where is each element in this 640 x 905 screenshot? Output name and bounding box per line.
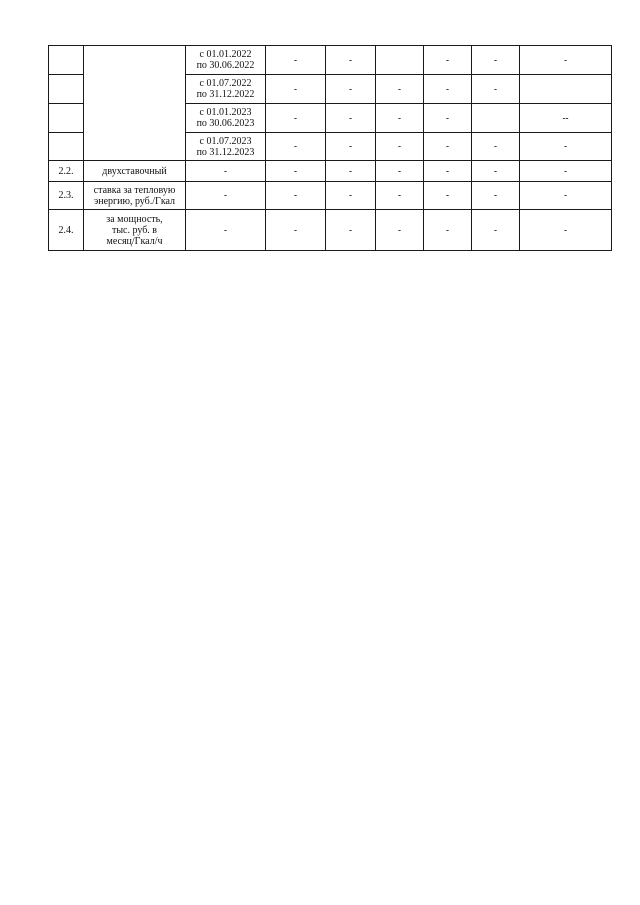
period-start: с 01.07.2022 — [199, 78, 252, 89]
row-label-cell — [84, 46, 186, 161]
value-cell: - — [472, 133, 520, 161]
value-cell: - — [472, 46, 520, 75]
value-cell: - — [266, 210, 326, 251]
row-number-cell: 2.2. — [49, 161, 84, 182]
value-cell: - — [326, 210, 376, 251]
label-line: тыс. руб. в — [111, 224, 158, 236]
value-cell: - — [266, 75, 326, 104]
period-end: по 30.06.2023 — [196, 118, 255, 129]
table-row — [49, 46, 612, 75]
row-label-cell — [84, 182, 186, 210]
value-cell: - — [424, 133, 472, 161]
period-end: по 31.12.2022 — [196, 89, 255, 100]
value-cell — [472, 104, 520, 133]
value-cell: - — [424, 75, 472, 104]
value-cell: - — [424, 210, 472, 251]
value-cell: - — [326, 75, 376, 104]
label-line: энергию, руб./Гкал — [93, 195, 176, 207]
value-cell: - — [376, 161, 424, 182]
table-row — [49, 210, 612, 251]
value-cell: - — [376, 182, 424, 210]
value-cell: - — [424, 182, 472, 210]
value-cell: - — [326, 182, 376, 210]
period-cell — [186, 104, 266, 133]
value-cell: - — [472, 210, 520, 251]
period-end: по 30.06.2022 — [196, 60, 255, 71]
row-number-cell — [49, 133, 84, 161]
value-cell: - — [186, 182, 266, 210]
period-cell — [186, 75, 266, 104]
value-cell: - — [424, 46, 472, 75]
value-cell — [520, 75, 612, 104]
row-number-cell — [49, 104, 84, 133]
period-end: по 31.12.2023 — [196, 146, 255, 158]
value-cell: - — [266, 182, 326, 210]
value-cell: - — [376, 133, 424, 161]
period-cell — [186, 133, 266, 161]
value-cell: - — [186, 161, 266, 182]
label-line: ставка за тепловую — [93, 184, 176, 196]
value-cell: - — [266, 104, 326, 133]
table-row — [49, 161, 612, 182]
value-cell: - — [266, 46, 326, 75]
label-line: месяц/Гкал/ч — [106, 235, 163, 247]
table-row — [49, 182, 612, 210]
row-number-cell — [49, 75, 84, 104]
value-cell: - — [472, 182, 520, 210]
value-cell: - — [186, 210, 266, 251]
value-cell: - — [472, 161, 520, 182]
value-cell: - — [520, 46, 612, 75]
value-cell: - — [520, 161, 612, 182]
label-line: за мощность, — [106, 213, 163, 225]
period-start: с 01.01.2023 — [199, 107, 252, 118]
value-cell: - — [326, 161, 376, 182]
value-cell: - — [326, 104, 376, 133]
row-label-cell — [84, 210, 186, 251]
value-cell: - — [376, 75, 424, 104]
value-cell — [376, 46, 424, 75]
period-start: с 01.01.2022 — [199, 49, 252, 60]
value-cell: - — [266, 161, 326, 182]
value-cell: - — [520, 210, 612, 251]
tariff-table — [48, 45, 612, 251]
value-cell: - — [424, 104, 472, 133]
value-cell: - — [520, 182, 612, 210]
value-cell: - — [376, 210, 424, 251]
row-number-cell: 2.4. — [49, 210, 84, 251]
value-cell: - — [472, 75, 520, 104]
row-label-cell: двухставочный — [84, 161, 186, 182]
value-cell: - — [424, 161, 472, 182]
value-cell: - — [266, 133, 326, 161]
value-cell: - — [326, 133, 376, 161]
value-cell: - — [326, 46, 376, 75]
value-cell: - — [520, 133, 612, 161]
period-start: с 01.07.2023 — [199, 135, 252, 147]
row-number-cell — [49, 46, 84, 75]
period-cell — [186, 46, 266, 75]
value-cell: - — [376, 104, 424, 133]
row-number-cell: 2.3. — [49, 182, 84, 210]
value-cell: -- — [520, 104, 612, 133]
